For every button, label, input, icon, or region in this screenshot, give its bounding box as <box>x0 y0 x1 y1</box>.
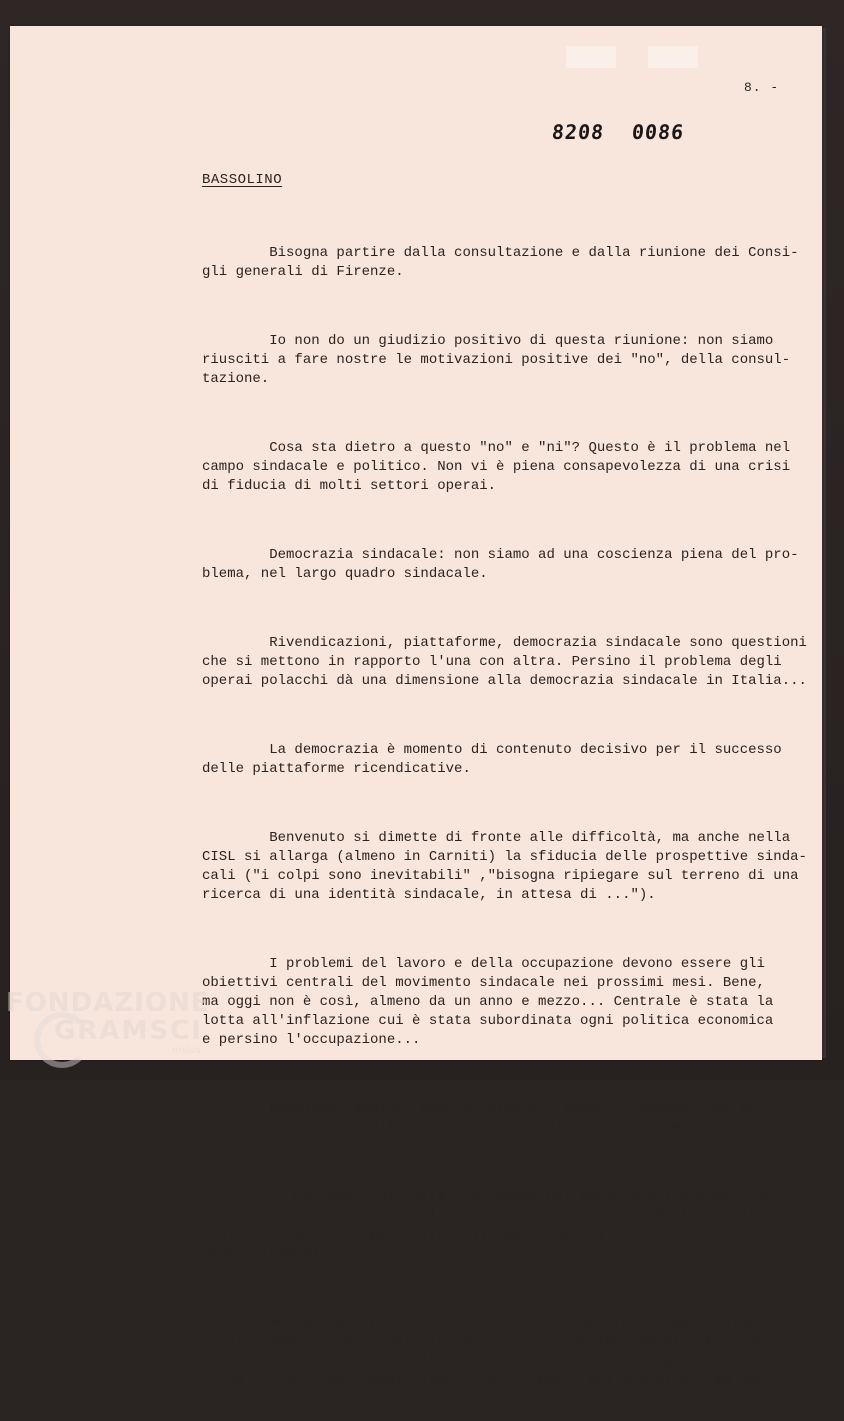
tape-mark <box>566 46 616 68</box>
archive-stamp-code-b: 0086 <box>630 120 686 144</box>
paragraph: Dobbiamo cambiare asse strategico: lavoro e occupazione su cui ruota e a cui si finalizza inflazione e iniziativa economica. <box>202 1101 791 1136</box>
watermark-line1: FONDAZIONE <box>6 988 210 1018</box>
paragraph: Cosa sta dietro a questo "no" e "ni"? Questo è il problema nel campo sindacale e politico. Non vi è piena consapevolezza di una crisi di fiducia di molti settori operai. <box>202 440 791 494</box>
paragraph: Rivendicazioni, piattaforme, democrazia sindacale sono questioni che si mettono in rapporto l'una con altra. Persino il problema degli operai polacchi dà una dimensione alla democrazia sindacale in Italia... <box>202 635 807 689</box>
paragraph: La democrazia è momento di contenuto decisivo per il successo delle piattaforme ricendicative. <box>202 742 782 777</box>
tape-mark <box>648 46 698 68</box>
paragraph: I problemi del lavoro e della occupazione devono essere gli obiettivi centrali del movimento sindacale nei prossimi mesi. Bene, ma oggi non è così, almeno da un anno e mezzo... Centrale è stata la lotta all'inflazione cui è stata subordinata ogni politica economica e persino l'occupazione... <box>202 956 774 1048</box>
speaker-heading: BASSOLINO <box>202 172 283 188</box>
page-number: 8. - <box>744 80 780 95</box>
watermark-line2: GRAMSCI <box>54 1016 203 1046</box>
watermark-line3: onlus <box>172 1045 202 1056</box>
archive-stamp-code-a: 8208 <box>550 120 606 144</box>
document-body <box>202 206 824 1421</box>
paragraph: Io non do un giudizio positivo di questa riunione: non siamo riusciti a fare nostre le motivazioni positive dei "no", della consul- tazione. <box>202 333 791 387</box>
page-edge <box>822 28 826 1058</box>
paragraph: Democrazia sindacale: non siamo ad una coscienza piena del pro- blema, nel largo quadro sindacale. <box>202 547 799 582</box>
paragraph: Movimento sindacale-governo - questo governo in particolare: questi rapporti vanno definiti per superare un logoramento che nuoce, e porta ad assenza di conclusioni concrete. Con questo governo il sindaca- to ha contatti dal maggio 1981. I dieci punti della piattaforma non <box>202 1315 824 1388</box>
paragraph: Bisogna partire dalla consultazione e dalla riunione dei Consi- gli generali di Firenze. <box>202 245 799 280</box>
watermark-logo <box>6 990 209 1056</box>
paragraph: Il movimento di lotta e di massa nel paese può riprendere su questa base. La riuscita dello sciopero meridionale dimostra questa pos- sibilità. Non vi è passività nelle masse ma nelle teste di certi diri- genti sindacali. <box>202 1189 807 1262</box>
paragraph: Benvenuto si dimette di fronte alle difficoltà, ma anche nella CISL si allarga (almeno in Carniti) la sfiducia delle prospettive sinda- cali ("i colpi sono inevitabili" ,"bisogna ripiegare sul terreno di una ricerca di una identità sindacale, in attesa di ..."). <box>202 830 807 903</box>
